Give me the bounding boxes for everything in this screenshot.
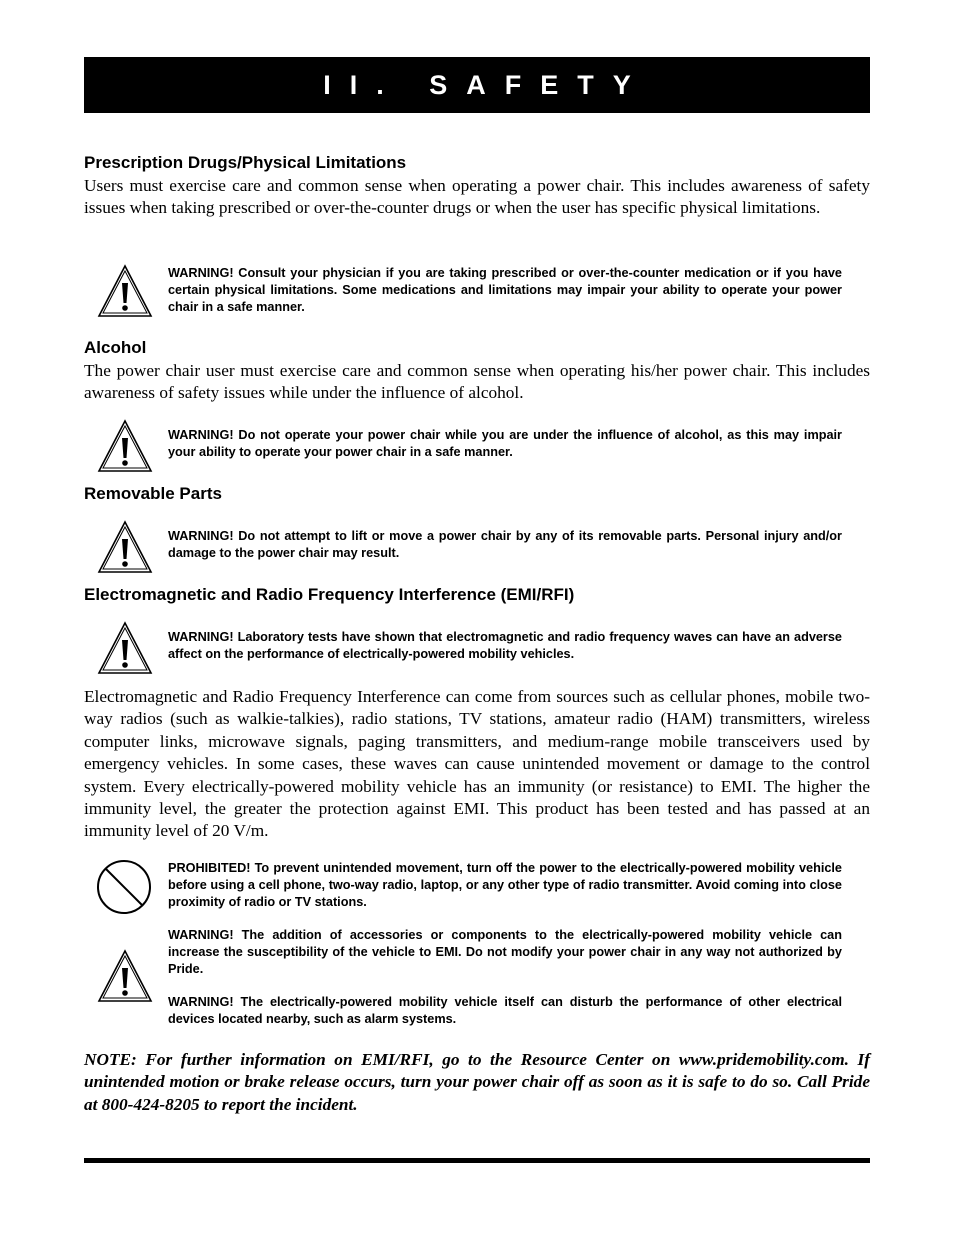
warning-triangle-icon bbox=[96, 263, 154, 319]
warning-triangle-icon bbox=[96, 620, 154, 676]
heading-removable-parts: Removable Parts bbox=[84, 484, 222, 503]
section-title: II. SAFETY bbox=[323, 69, 650, 100]
body-emi-rfi: Electromagnetic and Radio Frequency Interference can come from sources such as cellular phones, mobile two-way radios (such as walkie-talkies), radio stations, TV stations, amateur radio (HAM) transmitters, wireless computer links, microwave signals, paging transmitters, and medium-range mobile transceivers used by emergency vehicles. In some cases, these waves can cause unintended movement or damage to the control system. Every electrically-powered mobility vehicle has an immunity (or resistance) to EMI. The higher the immunity level, the greater the protection against EMI. This product has been tested and has passed at an immunity level of 20 V/m. bbox=[84, 687, 870, 841]
footer-rule bbox=[84, 1158, 870, 1163]
heading-alcohol: Alcohol bbox=[84, 338, 147, 357]
body-prescription: Users must exercise care and common sense when operating a power chair. This includes awareness of safety issues when taking prescribed or over-the-counter drugs or when the user has specific physical limitations. bbox=[84, 176, 870, 218]
warning-alcohol: WARNING! Do not operate your power chair while you are under the influence of alcohol, as this may impair your ability to operate your power chair in a safe manner. bbox=[168, 428, 842, 459]
warning-triangle-icon bbox=[96, 418, 154, 474]
heading-prescription: Prescription Drugs/Physical Limitations bbox=[84, 153, 407, 172]
section-banner bbox=[84, 57, 870, 113]
prohibited-circle-icon bbox=[96, 858, 152, 916]
prohibited-radio-transmitter: PROHIBITED! To prevent unintended movement, turn off the power to the electrically-powered mobility vehicle before using a cell phone, two-way radio, laptop, or any other type of radio transmitter. Avoid coming into close proximity of radio or TV stations. bbox=[168, 861, 842, 909]
warning-emi-lab-tests: WARNING! Laboratory tests have shown that electromagnetic and radio frequency waves can have an adverse affect on the performance of electrically-powered mobility vehicles. bbox=[168, 630, 842, 661]
heading-emi-rfi: Electromagnetic and Radio Frequency Interference (EMI/RFI) bbox=[84, 585, 575, 604]
warning-removable-parts: WARNING! Do not attempt to lift or move a power chair by any of its removable parts. Personal injury and/or damage to the power chair may result. bbox=[168, 529, 842, 560]
note-emi-resource: NOTE: For further information on EMI/RFI, go to the Resource Center on www.pridemobility.com. If unintended motion or brake release occurs, turn your power chair off as soon as it is safe to do so. Call Pride at 800-424-8205 to report the incident. bbox=[84, 1050, 870, 1114]
warning-triangle-icon bbox=[96, 519, 154, 575]
warning-triangle-icon bbox=[96, 948, 154, 1004]
warning-accessories-emi: WARNING! The addition of accessories or components to the electrically-powered mobility vehicle can increase the susceptibility of the vehicle to EMI. Do not modify your power chair in any way not authorized by Pride. bbox=[168, 928, 842, 976]
warning-disturb-devices: WARNING! The electrically-powered mobility vehicle itself can disturb the performance of other electrical devices located nearby, such as alarm systems. bbox=[168, 995, 842, 1026]
body-alcohol: The power chair user must exercise care and common sense when operating his/her power chair. This includes awareness of safety issues while under the influence of alcohol. bbox=[84, 361, 870, 403]
warning-prescription: WARNING! Consult your physician if you are taking prescribed or over-the-counter medication or if you have certain physical limitations. Some medications and limitations may impair your ability to operate your power chair in a safe manner. bbox=[168, 266, 842, 314]
